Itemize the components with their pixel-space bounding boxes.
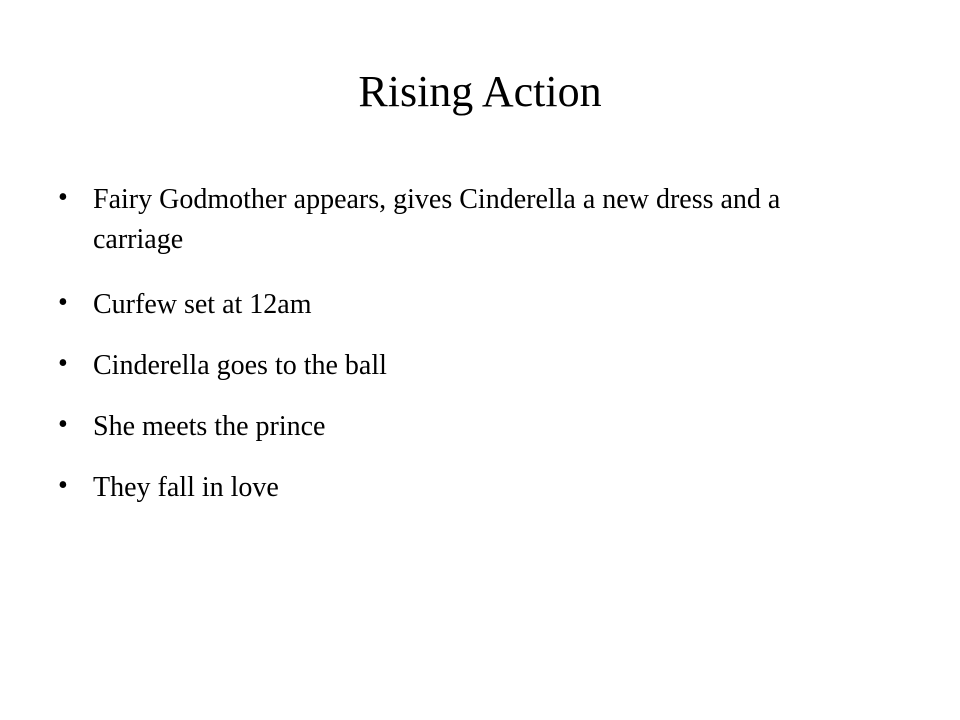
bullet-text: She meets the prince <box>93 411 326 442</box>
bullet-icon: • <box>58 409 68 440</box>
bullet-text: They fall in love <box>93 472 279 503</box>
bullet-icon: • <box>58 182 68 213</box>
bullet-text: Cinderella goes to the ball <box>93 350 387 381</box>
bullet-item <box>58 407 858 447</box>
bullet-item <box>58 180 858 260</box>
bullet-list <box>58 180 858 529</box>
bullet-text: Fairy Godmother appears, gives Cinderella a new dress and a carriage <box>93 184 781 255</box>
slide-title: Rising Action <box>358 67 602 116</box>
bullet-text: Curfew set at 12am <box>93 289 312 320</box>
bullet-item <box>58 346 858 386</box>
bullet-item <box>58 468 858 508</box>
bullet-icon: • <box>58 470 68 501</box>
bullet-icon: • <box>58 348 68 379</box>
bullet-item <box>58 285 858 325</box>
bullet-icon: • <box>58 287 68 318</box>
